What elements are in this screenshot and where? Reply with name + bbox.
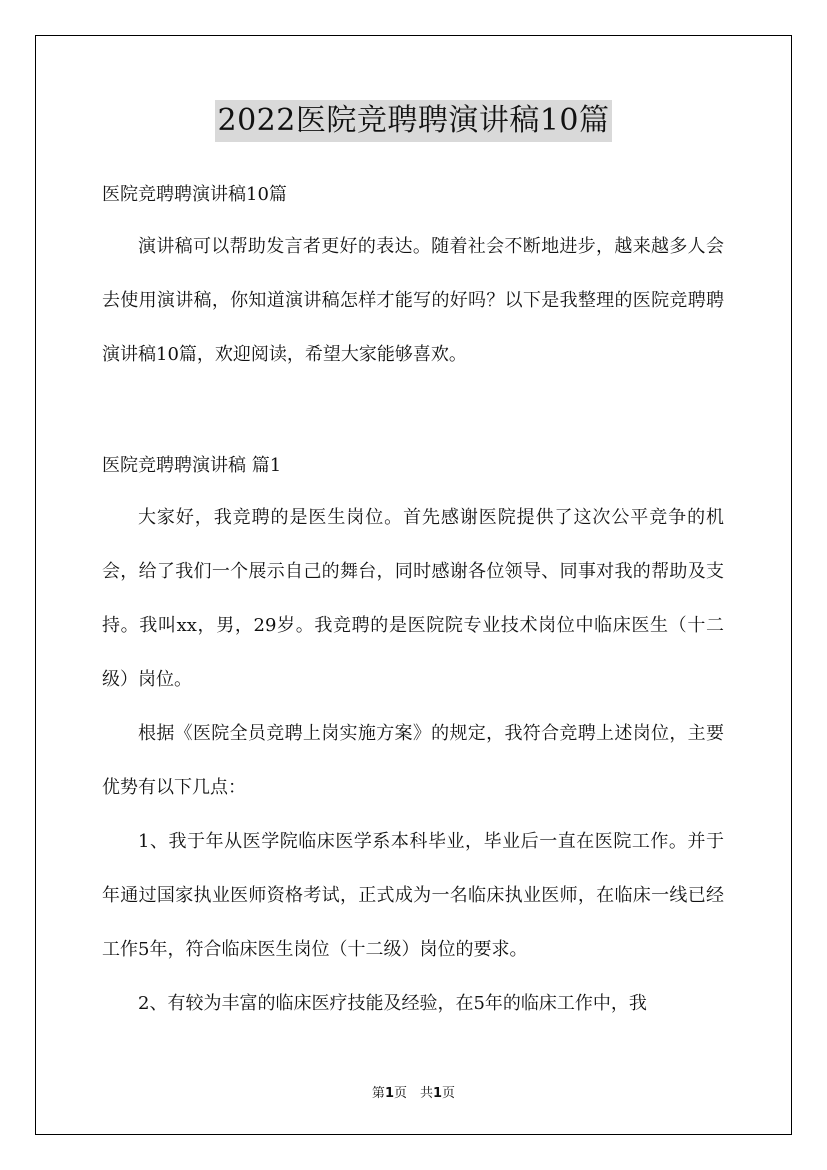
intro-heading: 医院竞聘聘演讲稿10篇	[102, 184, 287, 205]
body-paragraph-4: 2、有较为丰富的临床医疗技能及经验，在5年的临床工作中，我	[138, 993, 647, 1014]
footer-page-mid: 页 共	[393, 1086, 433, 1101]
document-title: 2022医院竞聘聘演讲稿10篇	[215, 100, 611, 142]
footer-page-suffix: 页	[442, 1086, 456, 1101]
body-paragraph-2: 根据《医院全员竞聘上岗实施方案》的规定，我符合竞聘上述岗位，主要优势有以下几点：	[102, 723, 724, 798]
body-paragraph-1: 大家好，我竞聘的是医生岗位。首先感谢医院提供了这次公平竞争的机会，给了我们一个展示自己的舞台，同时感谢各位领导、同事对我的帮助及支持。我叫xx，男，29岁。我竞聘的是医院院专业技术岗位中临床医生（十二级）岗位。	[102, 507, 724, 690]
footer-page-total: 1	[433, 1086, 443, 1101]
page-footer	[0, 1082, 827, 1101]
body-paragraph-3: 1、我于年从医学院临床医学系本科毕业，毕业后一直在医院工作。并于年通过国家执业医师资格考试，正式成为一名临床执业医师，在临床一线已经工作5年，符合临床医生岗位（十二级）岗位的要求。	[102, 831, 724, 960]
footer-page-prefix: 第	[371, 1086, 385, 1101]
footer-page-number: 1	[384, 1086, 394, 1101]
title-container	[0, 100, 827, 142]
intro-paragraph: 演讲稿可以帮助发言者更好的表达。随着社会不断地进步，越来越多人会去使用演讲稿，你知道演讲稿怎样才能写的好吗？以下是我整理的医院竞聘聘演讲稿10篇，欢迎阅读，希望大家能够喜欢。	[102, 236, 724, 365]
section-body	[102, 491, 724, 1031]
section-heading: 医院竞聘聘演讲稿 篇1	[102, 455, 282, 476]
